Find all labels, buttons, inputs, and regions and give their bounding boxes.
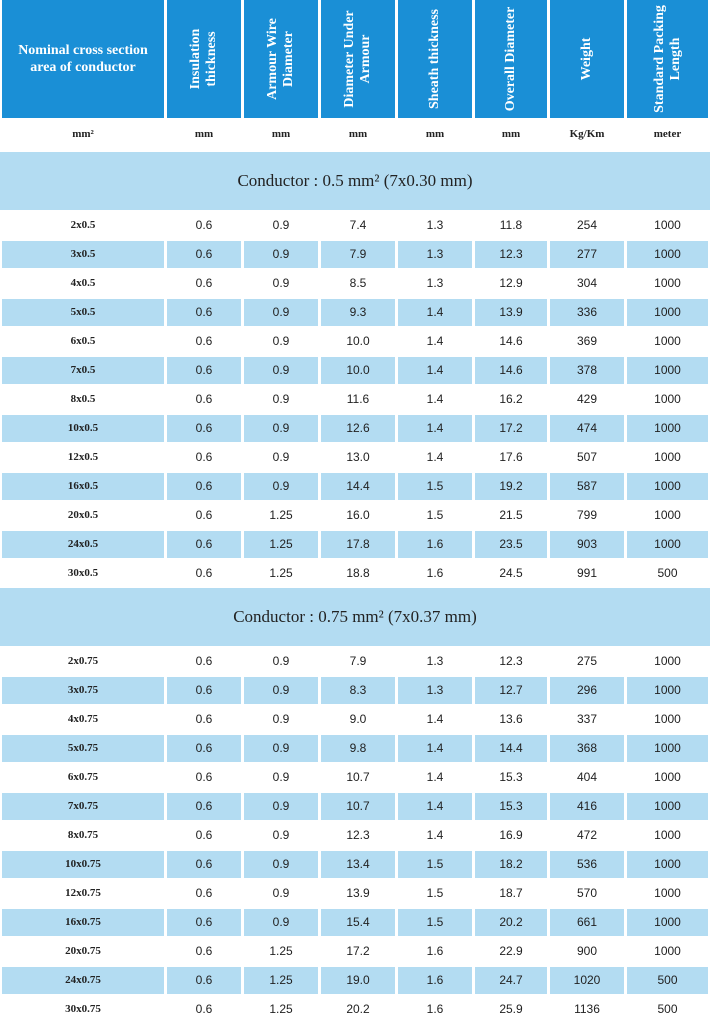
table-row	[0, 531, 710, 558]
table-row	[0, 502, 710, 529]
table-row	[0, 328, 710, 355]
table-row	[0, 677, 710, 704]
table-cell: 1000	[627, 909, 708, 936]
table-cell: 1.5	[398, 909, 472, 936]
row-label: 30x0.5	[67, 567, 99, 579]
table-cell: 16.2	[499, 392, 523, 406]
table-cell: 369	[576, 334, 598, 348]
table-cell: 0.6	[195, 712, 213, 726]
table-cell: 12.3	[499, 654, 523, 668]
table-cell: 0.9	[272, 392, 290, 406]
table-cell: 24.5	[499, 566, 523, 580]
table-cell: 378	[550, 357, 624, 384]
table-cell: 15.4	[321, 909, 395, 936]
table-cell: 17.8	[321, 531, 395, 558]
table-cell: 21.5	[499, 508, 523, 522]
header-label: Armour Wire Diameter	[265, 18, 296, 100]
table-cell: 1.4	[426, 712, 444, 726]
row-label: 16x0.5	[2, 473, 164, 500]
table-cell: 8.3	[321, 677, 395, 704]
table-cell: 661	[550, 909, 624, 936]
table-cell: 15.3	[475, 793, 547, 820]
table-cell: 0.6	[195, 334, 213, 348]
table-cell: 1000	[654, 508, 681, 522]
table-cell: 1000	[654, 770, 681, 784]
table-cell: 500	[657, 1002, 678, 1016]
table-cell: 12.7	[475, 677, 547, 704]
table-cell: 0.6	[195, 654, 213, 668]
table-cell: 0.6	[167, 241, 241, 268]
table-cell: 13.6	[499, 712, 523, 726]
table-row	[0, 706, 710, 733]
table-cell: 10.0	[321, 357, 395, 384]
table-cell: 1.4	[398, 299, 472, 326]
table-cell: 0.6	[195, 770, 213, 784]
table-cell: 0.9	[244, 415, 318, 442]
header-label: Nominal cross section area of conductor	[18, 43, 148, 75]
table-row	[0, 735, 710, 762]
table-cell: 0.9	[272, 450, 290, 464]
table-cell: 10.7	[321, 793, 395, 820]
table-cell: 1.25	[269, 508, 293, 522]
table-cell: 0.6	[195, 392, 213, 406]
row-label: 8x0.75	[67, 829, 99, 841]
table-cell: 1.5	[398, 851, 472, 878]
table-cell: 903	[550, 531, 624, 558]
table-cell: 1.4	[426, 828, 444, 842]
table-cell: 337	[576, 712, 598, 726]
table-cell: 7.9	[321, 241, 395, 268]
table-cell: 1000	[654, 218, 681, 232]
table-cell: 19.2	[475, 473, 547, 500]
table-cell: 14.4	[321, 473, 395, 500]
table-cell: 472	[576, 828, 598, 842]
table-cell: 12.9	[499, 276, 523, 290]
table-cell: 7.9	[349, 654, 367, 668]
unit-cell: mm	[501, 128, 521, 140]
row-label: 10x0.5	[2, 415, 164, 442]
table-cell: 0.6	[195, 276, 213, 290]
table-cell: 1.4	[426, 392, 444, 406]
table-cell: 0.6	[195, 886, 213, 900]
table-cell: 17.2	[346, 944, 370, 958]
table-row	[0, 212, 710, 239]
table-cell: 14.6	[475, 357, 547, 384]
table-cell: 0.9	[244, 735, 318, 762]
table-cell: 0.9	[244, 357, 318, 384]
row-label: 4x0.5	[70, 277, 96, 289]
table-cell: 11.6	[346, 392, 370, 406]
table-cell: 25.9	[499, 1002, 523, 1016]
table-cell: 1136	[574, 1002, 600, 1016]
table-cell: 14.6	[499, 334, 523, 348]
table-row	[0, 560, 710, 587]
table-cell: 0.9	[272, 654, 290, 668]
table-cell: 254	[576, 218, 598, 232]
header-label: Standard Packing Length	[651, 5, 683, 113]
table-cell: 0.9	[272, 276, 290, 290]
table-row	[0, 444, 710, 471]
table-cell: 1.5	[398, 473, 472, 500]
header-label: Sheath thickness	[427, 9, 442, 109]
row-label: 20x0.75	[65, 945, 101, 957]
table-cell: 20.2	[346, 1002, 370, 1016]
table-cell: 12.6	[321, 415, 395, 442]
row-label: 2x0.75	[67, 655, 99, 667]
table-cell: 500	[657, 566, 678, 580]
table-cell: 296	[550, 677, 624, 704]
table-row	[0, 851, 710, 878]
table-row	[0, 996, 710, 1023]
header-nominal-cross-section	[2, 0, 164, 118]
table-cell: 1000	[627, 531, 708, 558]
table-cell: 1000	[627, 357, 708, 384]
table-cell: 18.8	[346, 566, 370, 580]
table-cell: 1000	[654, 886, 681, 900]
table-cell: 11.8	[499, 218, 523, 232]
table-cell: 304	[576, 276, 598, 290]
table-cell: 0.9	[244, 241, 318, 268]
header-overall-diameter	[475, 0, 547, 118]
table-cell: 23.5	[475, 531, 547, 558]
unit-cell: meter	[653, 128, 682, 140]
unit-cell: mm	[194, 128, 214, 140]
table-cell: 0.9	[244, 793, 318, 820]
table-cell: 13.9	[475, 299, 547, 326]
table-cell: 1000	[654, 276, 681, 290]
table-cell: 0.6	[167, 415, 241, 442]
table-row	[0, 270, 710, 297]
table-cell: 1000	[627, 299, 708, 326]
table-cell: 0.6	[195, 828, 213, 842]
table-cell: 1000	[654, 450, 681, 464]
table-cell: 1000	[627, 793, 708, 820]
row-label: 24x0.75	[2, 967, 164, 994]
table-cell: 0.9	[244, 677, 318, 704]
table-cell: 0.6	[167, 909, 241, 936]
table-cell: 1.25	[269, 566, 293, 580]
table-cell: 17.2	[475, 415, 547, 442]
table-cell: 1000	[654, 654, 681, 668]
header-insulation-thickness	[167, 0, 241, 118]
table-cell: 0.6	[195, 218, 213, 232]
table-cell: 1020	[550, 967, 624, 994]
table-cell: 900	[576, 944, 598, 958]
table-cell: 7.4	[349, 218, 367, 232]
header-label: Insulation thickness	[188, 28, 219, 90]
section-title: Conductor : 0.5 mm² (7x0.30 mm)	[0, 152, 710, 210]
table-cell: 24.7	[475, 967, 547, 994]
table-cell: 0.6	[195, 1002, 213, 1016]
table-cell: 0.9	[244, 299, 318, 326]
row-label: 24x0.5	[2, 531, 164, 558]
table-cell: 14.4	[475, 735, 547, 762]
table-cell: 12.3	[475, 241, 547, 268]
table-cell: 1.3	[398, 677, 472, 704]
table-cell: 507	[576, 450, 598, 464]
table-cell: 536	[550, 851, 624, 878]
table-cell: 587	[550, 473, 624, 500]
table-row	[0, 909, 710, 936]
table-cell: 991	[576, 566, 598, 580]
row-label: 3x0.75	[2, 677, 164, 704]
row-label: 4x0.75	[67, 713, 99, 725]
table-row	[0, 415, 710, 442]
row-label: 12x0.5	[67, 451, 99, 463]
table-row	[0, 764, 710, 791]
table-cell: 1.5	[426, 508, 444, 522]
row-label: 10x0.75	[2, 851, 164, 878]
table-cell: 0.6	[167, 299, 241, 326]
table-row	[0, 793, 710, 820]
table-cell: 0.9	[272, 886, 290, 900]
table-cell: 570	[576, 886, 598, 900]
table-cell: 1000	[627, 735, 708, 762]
table-cell: 22.9	[499, 944, 523, 958]
table-cell: 0.6	[167, 793, 241, 820]
table-cell: 1.3	[398, 241, 472, 268]
row-label: 2x0.5	[70, 219, 96, 231]
row-label: 7x0.5	[2, 357, 164, 384]
table-row	[0, 241, 710, 268]
table-cell: 16.0	[346, 508, 370, 522]
table-cell: 1.6	[426, 1002, 444, 1016]
table-cell: 12.3	[346, 828, 370, 842]
table-cell: 1.4	[426, 334, 444, 348]
unit-cell: mm	[425, 128, 445, 140]
table-cell: 1.25	[269, 1002, 293, 1016]
table-cell: 18.7	[499, 886, 523, 900]
header-armour-wire-diameter	[244, 0, 318, 118]
table-cell: 0.6	[195, 450, 213, 464]
table-row	[0, 822, 710, 849]
table-cell: 404	[576, 770, 598, 784]
table-cell: 416	[550, 793, 624, 820]
header-weight	[550, 0, 624, 118]
row-label: 6x0.5	[70, 335, 96, 347]
table-row	[0, 386, 710, 413]
table-cell: 0.6	[195, 944, 213, 958]
section-title: Conductor : 0.75 mm² (7x0.37 mm)	[0, 588, 710, 646]
table-cell: 1.25	[244, 967, 318, 994]
table-cell: 275	[576, 654, 598, 668]
table-cell: 8.5	[349, 276, 367, 290]
table-cell: 1.25	[269, 944, 293, 958]
table-cell: 1.4	[398, 415, 472, 442]
table-cell: 0.6	[167, 735, 241, 762]
table-cell: 1.6	[426, 566, 444, 580]
table-cell: 0.6	[167, 967, 241, 994]
row-label: 5x0.5	[2, 299, 164, 326]
table-cell: 1.5	[426, 886, 444, 900]
unit-cell: Kg/Km	[569, 128, 605, 140]
row-label: 3x0.5	[2, 241, 164, 268]
table-cell: 0.9	[272, 218, 290, 232]
header-label: Overall Diameter	[503, 6, 518, 112]
unit-cell: mm	[271, 128, 291, 140]
table-cell: 1.4	[426, 450, 444, 464]
table-cell: 0.9	[272, 334, 290, 348]
table-cell: 9.3	[321, 299, 395, 326]
table-row	[0, 299, 710, 326]
table-cell: 1.3	[426, 276, 444, 290]
table-cell: 19.0	[321, 967, 395, 994]
table-cell: 0.6	[167, 357, 241, 384]
table-cell: 10.0	[346, 334, 370, 348]
row-label: 12x0.75	[65, 887, 101, 899]
table-cell: 1.3	[426, 218, 444, 232]
table-cell: 0.9	[272, 770, 290, 784]
table-row	[0, 473, 710, 500]
table-cell: 1000	[654, 392, 681, 406]
table-cell: 18.2	[475, 851, 547, 878]
table-cell: 1000	[627, 851, 708, 878]
table-cell: 15.3	[499, 770, 523, 784]
table-cell: 1000	[627, 677, 708, 704]
row-label: 7x0.75	[2, 793, 164, 820]
units-row	[0, 118, 710, 150]
table-cell: 20.2	[475, 909, 547, 936]
table-row	[0, 880, 710, 907]
table-cell: 1.6	[426, 944, 444, 958]
table-cell: 0.9	[244, 473, 318, 500]
table-cell: 0.9	[244, 909, 318, 936]
row-label: 30x0.75	[65, 1003, 101, 1015]
table-cell: 1.4	[398, 357, 472, 384]
table-cell: 17.6	[499, 450, 523, 464]
table-cell: 429	[576, 392, 598, 406]
table-header	[0, 0, 710, 118]
row-label: 8x0.5	[70, 393, 96, 405]
table-cell: 0.6	[195, 508, 213, 522]
table-cell: 368	[550, 735, 624, 762]
table-cell: 1000	[627, 415, 708, 442]
header-sheath-thickness	[398, 0, 472, 118]
table-cell: 1000	[654, 944, 681, 958]
table-row	[0, 967, 710, 994]
table-cell: 1.4	[398, 735, 472, 762]
table-cell: 1000	[654, 712, 681, 726]
unit-cell: mm	[348, 128, 368, 140]
table-cell: 16.9	[499, 828, 523, 842]
table-cell: 474	[550, 415, 624, 442]
header-label: Diameter Under Armour	[342, 10, 373, 108]
row-label: 16x0.75	[2, 909, 164, 936]
table-cell: 0.6	[195, 566, 213, 580]
table-cell: 799	[576, 508, 598, 522]
table-cell: 0.6	[167, 531, 241, 558]
header-label: Weight	[579, 37, 594, 81]
table-cell: 500	[627, 967, 708, 994]
table-cell: 0.9	[244, 851, 318, 878]
table-cell: 1.6	[398, 967, 472, 994]
table-cell: 1.25	[244, 531, 318, 558]
table-cell: 0.6	[167, 473, 241, 500]
table-cell: 13.9	[346, 886, 370, 900]
header-standard-packing-length	[627, 0, 708, 118]
table-cell: 277	[550, 241, 624, 268]
row-label: 5x0.75	[2, 735, 164, 762]
unit-cell: mm²	[72, 128, 94, 140]
table-cell: 1.6	[398, 531, 472, 558]
table-cell: 0.6	[167, 677, 241, 704]
table-cell: 0.6	[167, 851, 241, 878]
table-cell: 0.9	[272, 712, 290, 726]
table-cell: 336	[550, 299, 624, 326]
table-cell: 9.8	[321, 735, 395, 762]
table-cell: 13.4	[321, 851, 395, 878]
table-cell: 1000	[654, 828, 681, 842]
table-cell: 1000	[654, 334, 681, 348]
table-cell: 1.4	[398, 793, 472, 820]
table-row	[0, 357, 710, 384]
table-cell: 1.4	[426, 770, 444, 784]
row-label: 20x0.5	[67, 509, 99, 521]
table-cell: 1000	[627, 473, 708, 500]
table-cell: 13.0	[346, 450, 370, 464]
header-diameter-under-armour	[321, 0, 395, 118]
table-row	[0, 648, 710, 675]
table-cell: 1.3	[426, 654, 444, 668]
table-cell: 10.7	[346, 770, 370, 784]
table-cell: 0.9	[272, 828, 290, 842]
table-row	[0, 938, 710, 965]
row-label: 6x0.75	[67, 771, 99, 783]
table-cell: 1000	[627, 241, 708, 268]
table-cell: 9.0	[349, 712, 367, 726]
